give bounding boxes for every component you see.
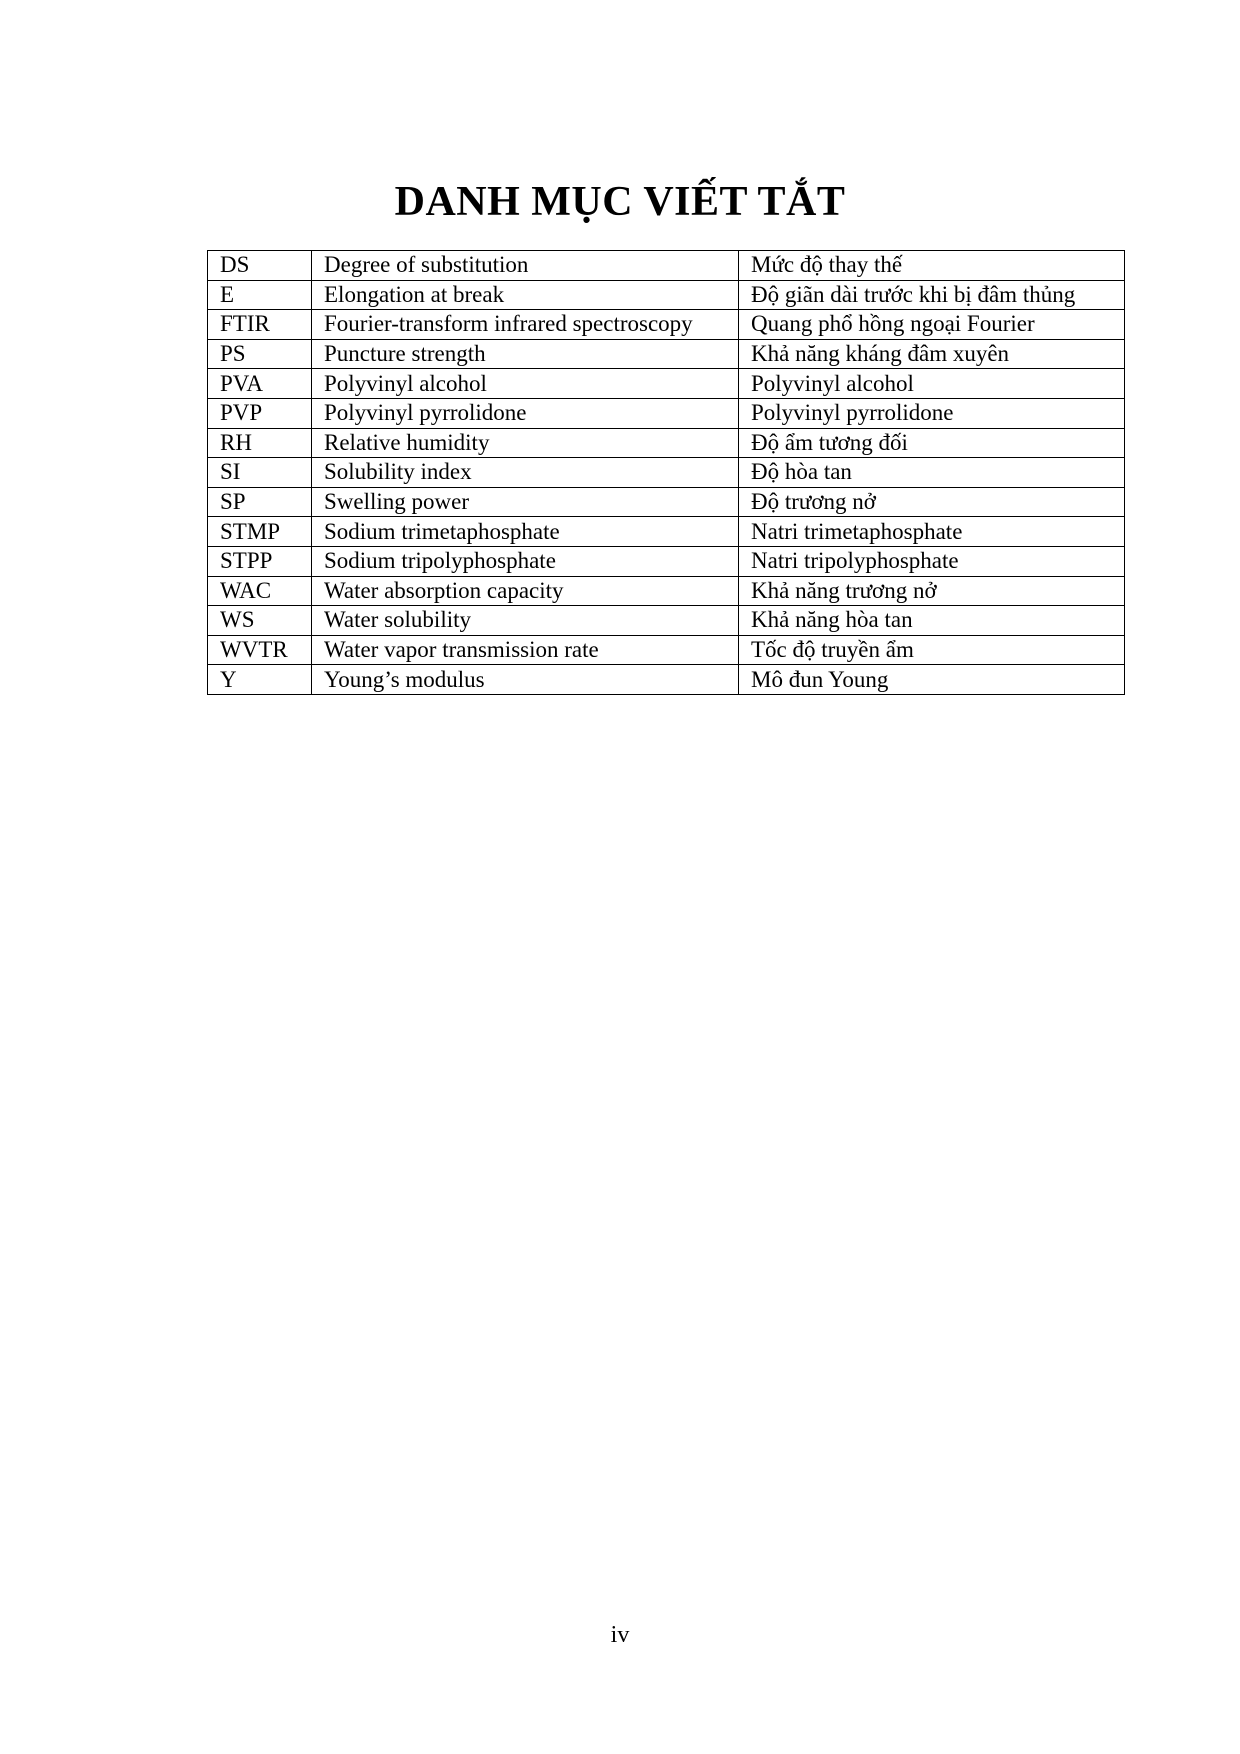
- english-term-cell: Sodium tripolyphosphate: [312, 546, 739, 576]
- english-term-cell: Degree of substitution: [312, 251, 739, 281]
- table-row: [208, 458, 1125, 488]
- abbreviation-cell: PVP: [208, 398, 312, 428]
- table-row: [208, 517, 1125, 547]
- vietnamese-term-cell: Độ giãn dài trước khi bị đâm thủng: [739, 280, 1125, 310]
- abbreviation-cell: SP: [208, 487, 312, 517]
- abbreviation-cell: WS: [208, 606, 312, 636]
- vietnamese-term-cell: Polyvinyl alcohol: [739, 369, 1125, 399]
- vietnamese-term-cell: Tốc độ truyền ẩm: [739, 635, 1125, 665]
- vietnamese-term-cell: Khả năng trương nở: [739, 576, 1125, 606]
- english-term-cell: Fourier-transform infrared spectroscopy: [312, 310, 739, 340]
- vietnamese-term-cell: Quang phổ hồng ngoại Fourier: [739, 310, 1125, 340]
- english-term-cell: Polyvinyl pyrrolidone: [312, 398, 739, 428]
- page-title: DANH MỤC VIẾT TẮT: [394, 179, 846, 225]
- english-term-cell: Sodium trimetaphosphate: [312, 517, 739, 547]
- table-row: [208, 428, 1125, 458]
- table-row: [208, 576, 1125, 606]
- vietnamese-term-cell: Khả năng kháng đâm xuyên: [739, 339, 1125, 369]
- abbreviation-cell: PS: [208, 339, 312, 369]
- vietnamese-term-cell: Độ ẩm tương đối: [739, 428, 1125, 458]
- abbreviation-cell: FTIR: [208, 310, 312, 340]
- english-term-cell: Relative humidity: [312, 428, 739, 458]
- abbreviation-cell: STMP: [208, 517, 312, 547]
- table-row: [208, 635, 1125, 665]
- abbreviation-cell: STPP: [208, 546, 312, 576]
- english-term-cell: Solubility index: [312, 458, 739, 488]
- vietnamese-term-cell: Độ trương nở: [739, 487, 1125, 517]
- abbreviation-cell: Y: [208, 665, 312, 695]
- english-term-cell: Polyvinyl alcohol: [312, 369, 739, 399]
- table-row: [208, 546, 1125, 576]
- vietnamese-term-cell: Mức độ thay thế: [739, 251, 1125, 281]
- english-term-cell: Water vapor transmission rate: [312, 635, 739, 665]
- abbreviation-cell: SI: [208, 458, 312, 488]
- table-row: [208, 339, 1125, 369]
- english-term-cell: Puncture strength: [312, 339, 739, 369]
- abbreviation-cell: WVTR: [208, 635, 312, 665]
- table-row: [208, 487, 1125, 517]
- abbreviation-table: [207, 250, 1125, 695]
- english-term-cell: Young’s modulus: [312, 665, 739, 695]
- table-row: [208, 310, 1125, 340]
- table-row: [208, 280, 1125, 310]
- abbreviation-table-body: [208, 251, 1125, 695]
- abbreviation-cell: RH: [208, 428, 312, 458]
- table-row: [208, 665, 1125, 695]
- table-row: [208, 369, 1125, 399]
- english-term-cell: Swelling power: [312, 487, 739, 517]
- english-term-cell: Water solubility: [312, 606, 739, 636]
- vietnamese-term-cell: Độ hòa tan: [739, 458, 1125, 488]
- abbreviation-cell: WAC: [208, 576, 312, 606]
- page-number: iv: [610, 1622, 630, 1648]
- vietnamese-term-cell: Polyvinyl pyrrolidone: [739, 398, 1125, 428]
- table-row: [208, 606, 1125, 636]
- table-row: [208, 398, 1125, 428]
- vietnamese-term-cell: Mô đun Young: [739, 665, 1125, 695]
- english-term-cell: Elongation at break: [312, 280, 739, 310]
- vietnamese-term-cell: Khả năng hòa tan: [739, 606, 1125, 636]
- vietnamese-term-cell: Natri trimetaphosphate: [739, 517, 1125, 547]
- abbreviation-cell: E: [208, 280, 312, 310]
- vietnamese-term-cell: Natri tripolyphosphate: [739, 546, 1125, 576]
- english-term-cell: Water absorption capacity: [312, 576, 739, 606]
- abbreviation-cell: DS: [208, 251, 312, 281]
- table-row: [208, 251, 1125, 281]
- abbreviation-cell: PVA: [208, 369, 312, 399]
